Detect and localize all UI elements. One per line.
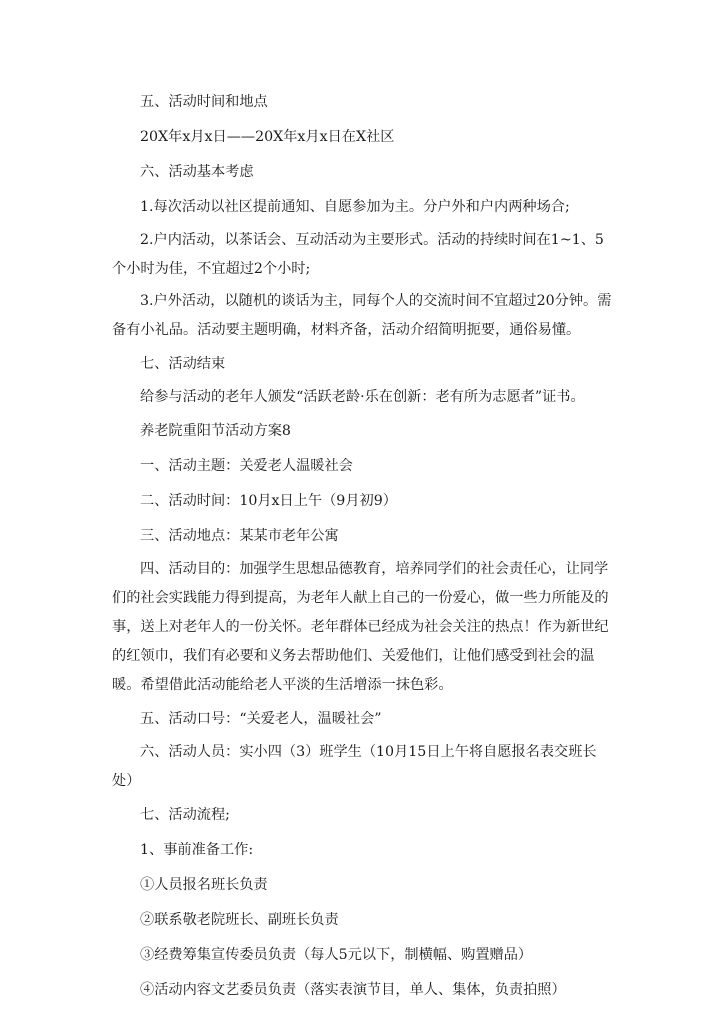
heading-activity-time-place: 五、活动时间和地点: [140, 94, 268, 110]
paragraph-certificate: 给参与活动的老年人颁发“活跃老龄·乐在创新：老有所为志愿者”证书。: [140, 389, 585, 405]
paragraph-item-1: 1.每次活动以社区提前通知、自愿参加为主。分户外和户内两种场合;: [140, 199, 570, 215]
paragraph-purpose: 四、活动目的：加强学生思想品德教育，培养同学们的社会责任心，让同学们的社会实践能力得到提高，为老年人献上自己的一份爱心，做一些力所能及的事，送上对老年人的一份关怀。老年群体已经成为社会关注的热点！作为新世纪的红领巾，我们有必要和义务去帮助他们、关爱他们，让他们感受到社会的温暖。希望借此活动能给老人平淡的生活增添一抹色彩。: [112, 561, 609, 693]
heading-basic-considerations: 六、活动基本考虑: [140, 164, 254, 180]
paragraph-participants: 六、活动人员：实小四（3）班学生（10月15日上午将自愿报名表交班长处）: [112, 744, 597, 789]
paragraph-item-3: 3.户外活动，以随机的谈话为主，同每个人的交流时间不宜超过20分钟。需备有小礼品。活动要主题明确，材料齐备，活动介绍简明扼要，通俗易懂。: [112, 293, 612, 338]
paragraph-location: 三、活动地点：某某市老年公寓: [140, 528, 339, 544]
list-item-registration: ①人员报名班长负责: [140, 877, 268, 893]
list-item-contact: ②联系敬老院班长、副班长负责: [140, 912, 339, 928]
paragraph-item-2: 2.户内活动，以茶话会、互动活动为主要形式。活动的持续时间在1~1、5个小时为佳，不宜超过2个小时;: [112, 232, 604, 277]
paragraph-theme: 一、活动主题：关爱老人温暖社会: [140, 458, 353, 474]
paragraph-slogan: 五、活动口号：“关爱老人，温暖社会”: [140, 711, 382, 727]
list-item-content: ④活动内容文艺委员负责（落实表演节目，单人、集体，负责拍照）: [140, 982, 566, 998]
heading-activity-flow: 七、活动流程;: [140, 807, 230, 823]
list-item-funding: ③经费筹集宣传委员负责（每人5元以下，制横幅、购置赠品）: [140, 947, 533, 963]
paragraph-time: 二、活动时间：10月x日上午（9月初9）: [140, 493, 397, 509]
paragraph-date-range: 20X年x月x日——20X年x月x日在X社区: [140, 129, 395, 145]
heading-preparation: 1、事前准备工作:: [140, 842, 254, 858]
title-plan-8: 养老院重阳节活动方案8: [140, 423, 291, 439]
document-page: [112, 86, 612, 1006]
heading-activity-end: 七、活动结束: [140, 356, 226, 372]
